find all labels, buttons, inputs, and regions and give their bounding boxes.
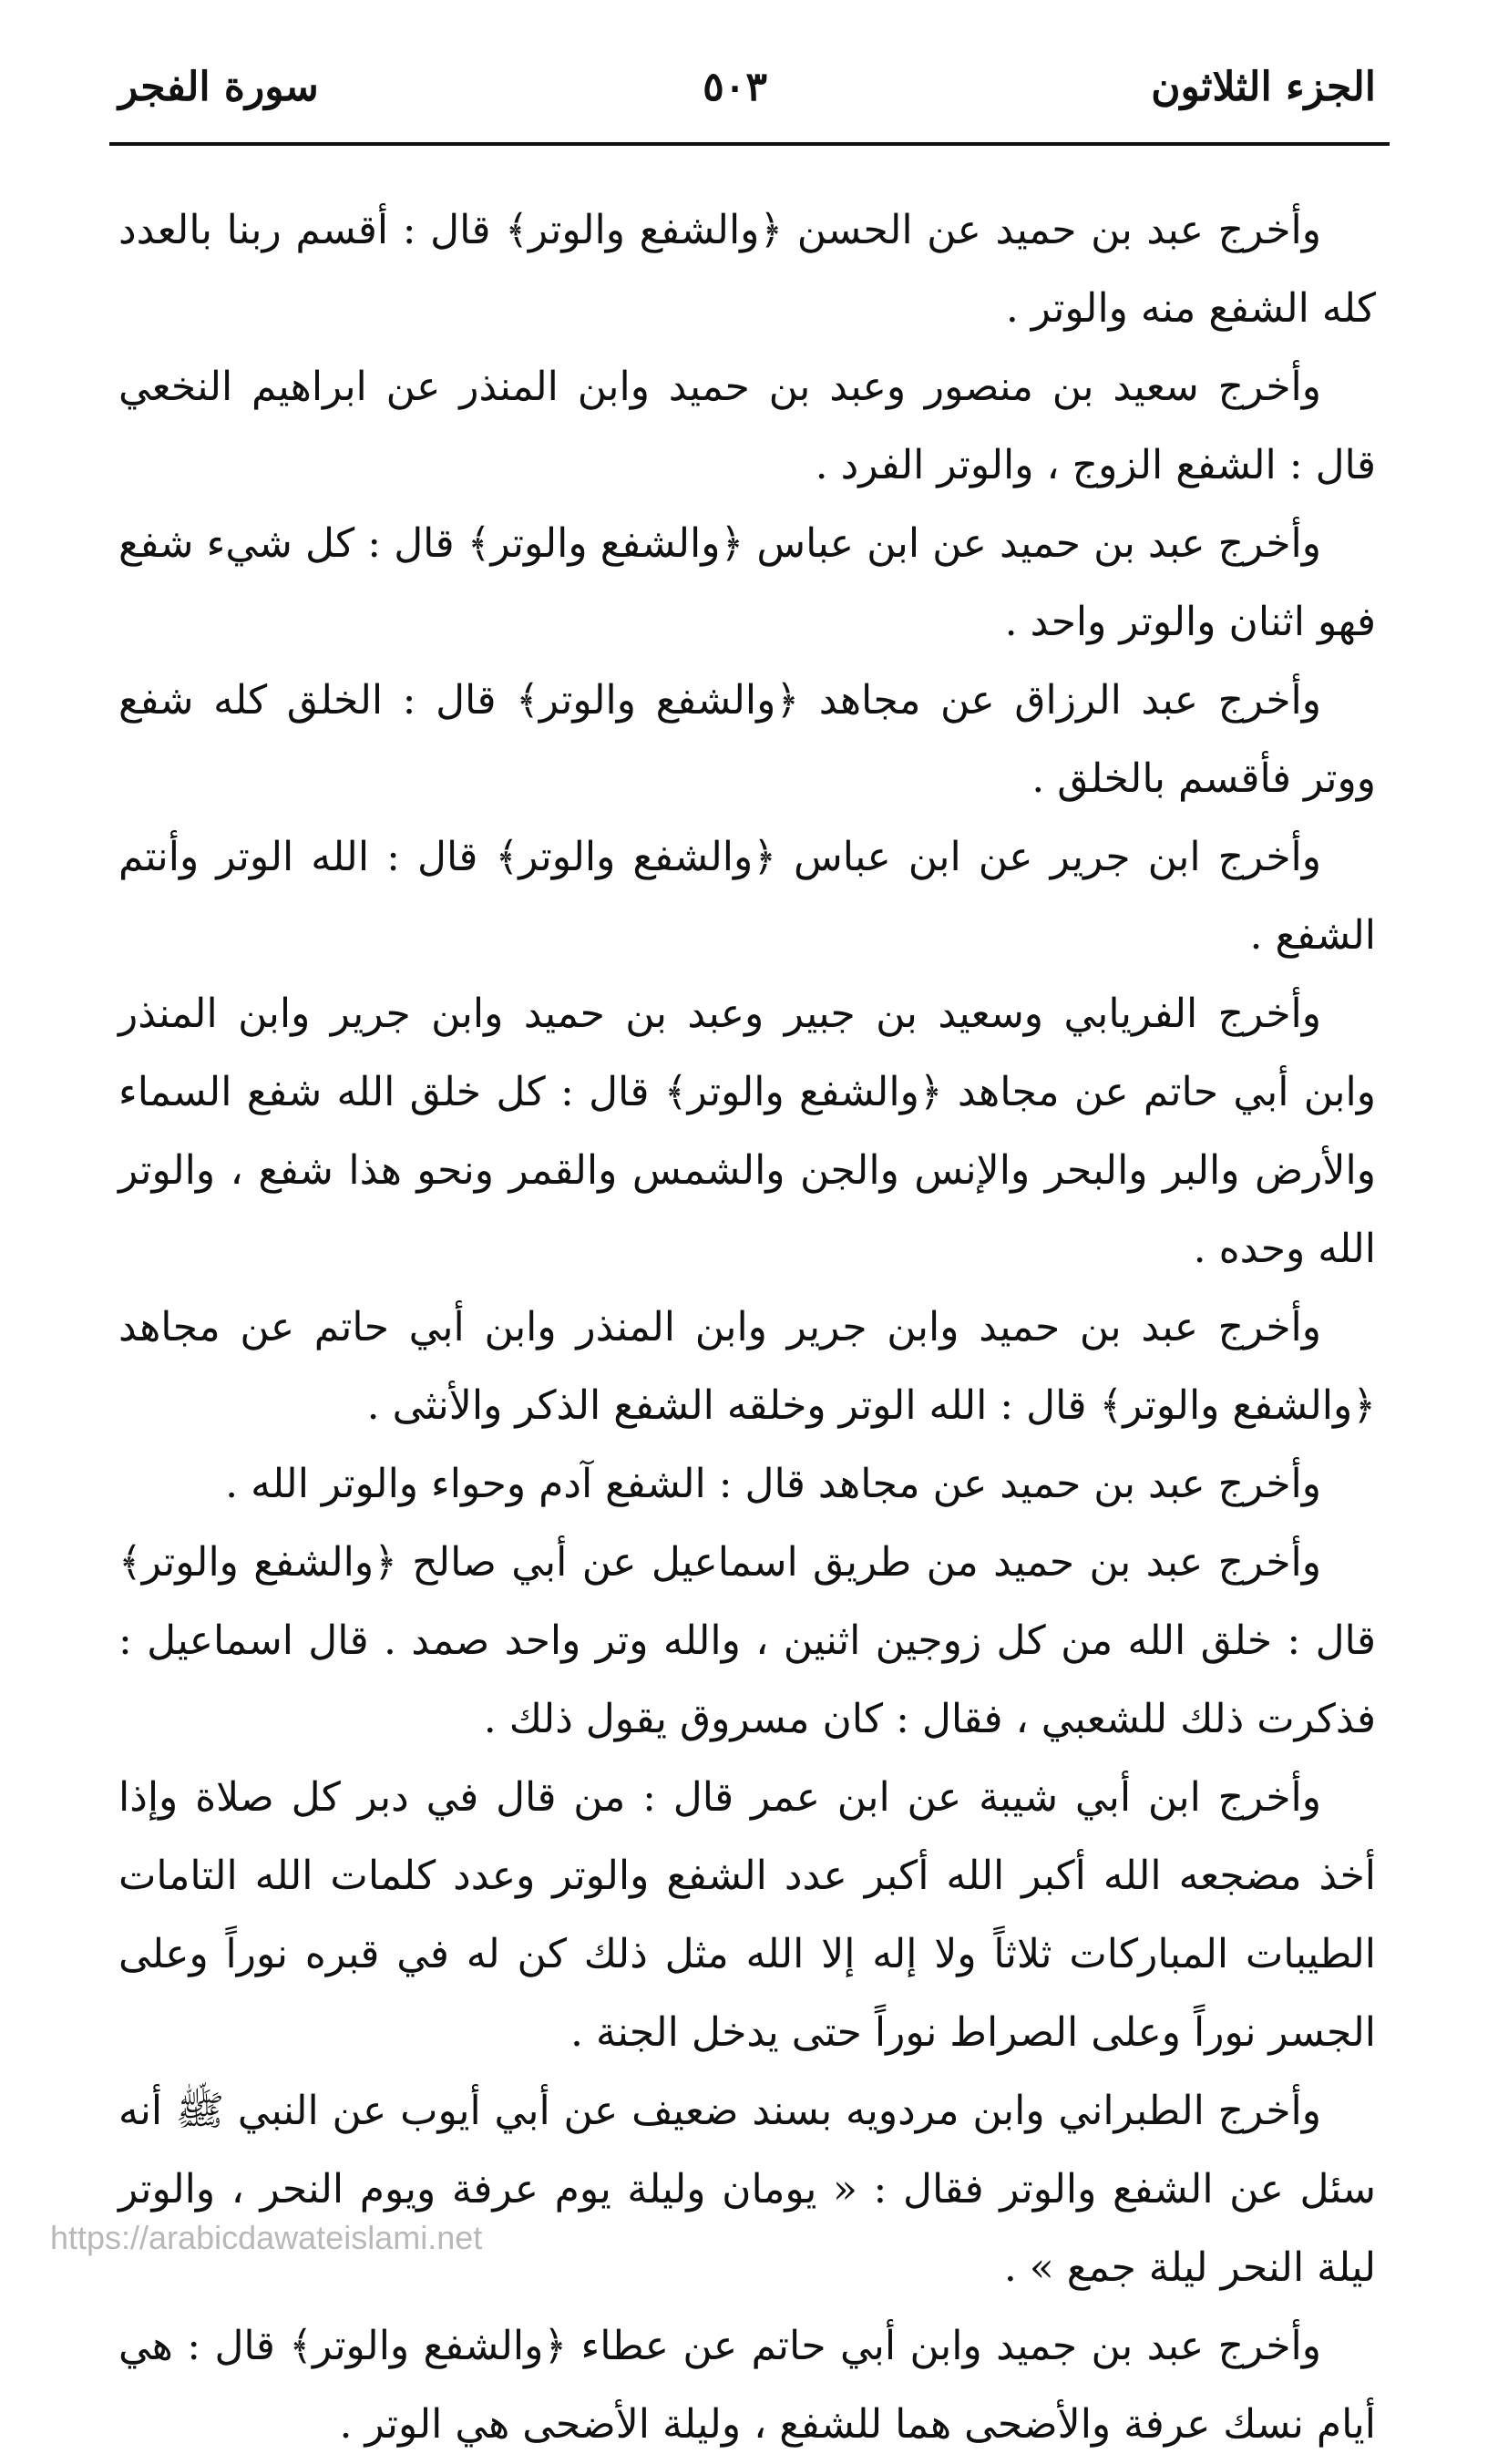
header-rule xyxy=(109,142,1390,146)
paragraph: وأخرج ابن جرير عن ابن عباس ﴿والشفع والوتر﴾ قال : الله الوتر وأنتم الشفع . xyxy=(118,834,1376,959)
paragraph: وأخرج ابن أبي شيبة عن ابن عمر قال : من قال في دبر كل صلاة وإذا أخذ مضجعه الله أكبر الله أكبر عدد الشفع والوتر وعدد كلمات الله التامات الطيبات المباركات ثلاثاً ولا إله إلا الله مثل ذلك كن له في قبره نوراً وعلى الجسر نوراً وعلى الصراط نوراً حتى يدخل الجنة . xyxy=(118,1774,1376,2056)
paragraph: وأخرج سعيد بن منصور وعبد بن حميد وابن المنذر عن ابراهيم النخعي قال : الشفع الزوج ، والوتر الفرد . xyxy=(118,364,1376,488)
paragraph: وأخرج عبد بن حميد من طريق اسماعيل عن أبي صالح ﴿والشفع والوتر﴾ قال : خلق الله من كل زوجين اثنين ، والله وتر واحد صمد . قال اسماعيل : فذكرت ذلك للشعبي ، فقال : كان مسروق يقول ذلك . xyxy=(118,1539,1376,1742)
body-text xyxy=(118,191,1376,2464)
running-header xyxy=(118,55,1376,118)
paragraph: وأخرج الطبراني وابن مردويه بسند ضعيف عن أبي أيوب عن النبي ﷺ أنه سئل عن الشفع والوتر فقال : « يومان وليلة يوم عرفة ويوم النحر ، والوتر ليلة النحر ليلة جمع » . xyxy=(118,2088,1376,2291)
surah-title: سورة الفجر xyxy=(118,63,319,110)
paragraph: وأخرج الفريابي وسعيد بن جبير وعبد بن حميد وابن جرير وابن المنذر وابن أبي حاتم عن مجاهد ﴿والشفع والوتر﴾ قال : كل خلق الله شفع السماء والأرض والبر والبحر والإنس والجن والشمس والقمر ونحو هذا شفع ، والوتر الله وحده . xyxy=(118,991,1376,1272)
paragraph: وأخرج عبد بن حميد وابن جرير وابن المنذر وابن أبي حاتم عن مجاهد ﴿والشفع والوتر﴾ قال : الله الوتر وخلقه الشفع الذكر والأنثى . xyxy=(118,1304,1376,1429)
paragraph: وأخرج عبد بن حميد عن ابن عباس ﴿والشفع والوتر﴾ قال : كل شيء شفع فهو اثنان والوتر واحد . xyxy=(118,520,1376,645)
paragraph: وأخرج عبد الرزاق عن مجاهد ﴿والشفع والوتر﴾ قال : الخلق كله شفع ووتر فأقسم بالخلق . xyxy=(118,677,1376,802)
paragraph: وأخرج عبد بن حميد عن مجاهد قال : الشفع آدم وحواء والوتر الله . xyxy=(225,1461,1321,1507)
paragraph: وأخرج عبد بن حميد عن الحسن ﴿والشفع والوتر﴾ قال : أقسم ربنا بالعدد كله الشفع منه والوتر . xyxy=(118,207,1376,332)
watermark-url: https://arabicdawateislami.net xyxy=(50,2219,483,2256)
paragraph: وأخرج عبد بن جميد وابن أبي حاتم عن عطاء ﴿والشفع والوتر﴾ قال : هي أيام نسك عرفة والأضحى هما للشفع ، وليلة الأضحى هي الوتر . xyxy=(118,2323,1376,2448)
page-number: ٥٠٣ xyxy=(703,63,767,110)
juz-title: الجزء الثلاثون xyxy=(1151,63,1376,110)
